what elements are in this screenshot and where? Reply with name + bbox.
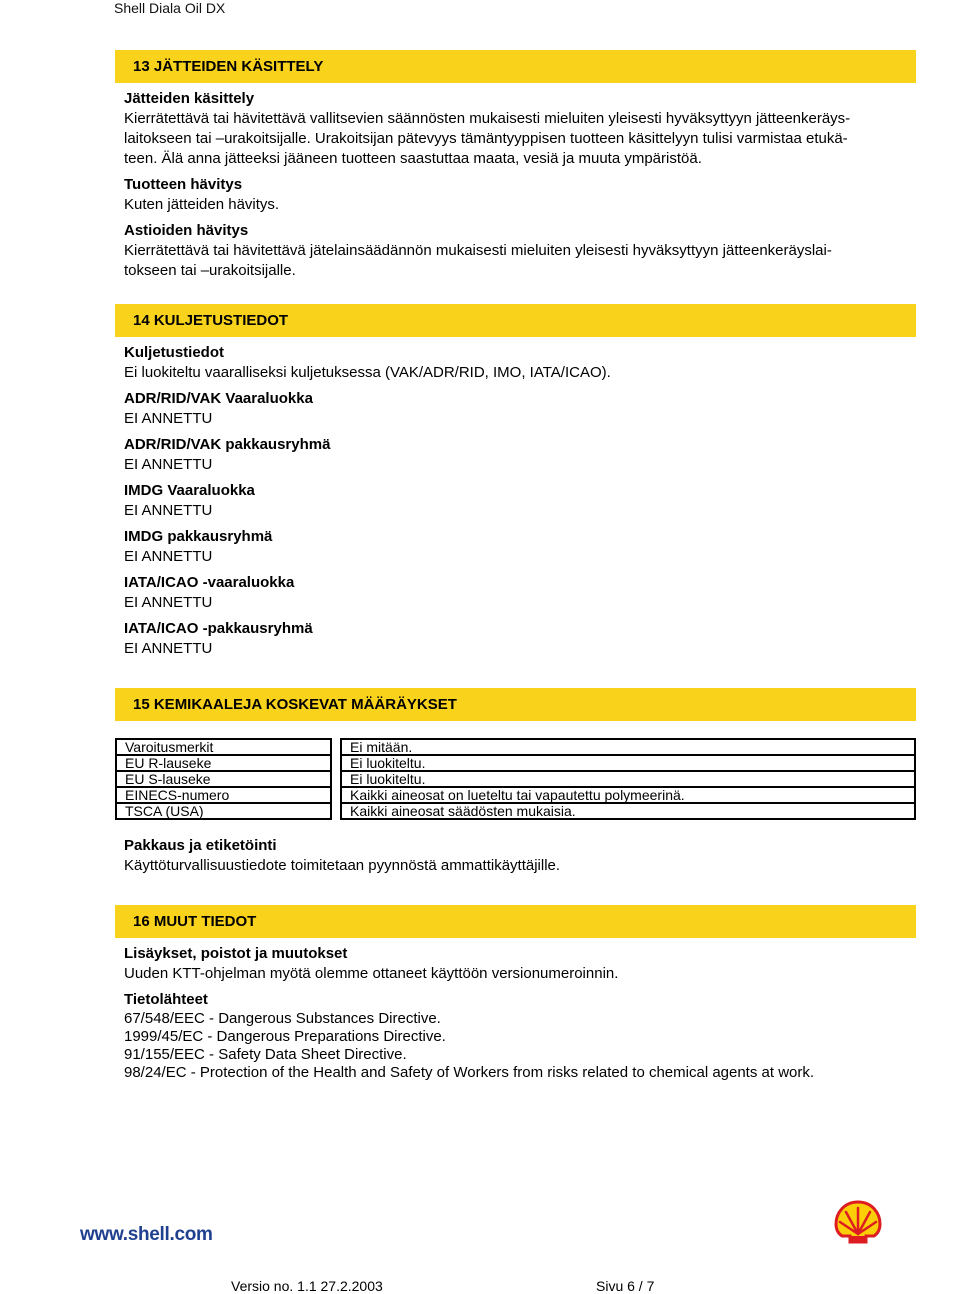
container-disposal-text-line1: Kierrätettävä tai hävitettävä jätelainsäädännön mukaisesti mieluiten yleisesti hyväksyttyyn jätteenkeräyslai- — [124, 242, 832, 259]
iata-class-value: EI ANNETTU — [124, 594, 213, 611]
changes-text: Uuden KTT-ohjelman myötä olemme ottaneet käyttöön versionumeroinnin. — [124, 965, 619, 982]
regulatory-key: EU S-lauseke — [116, 771, 331, 787]
imdg-class-value: EI ANNETTU — [124, 502, 213, 519]
section-13-body — [124, 89, 914, 281]
document-product-name: Shell Diala Oil DX — [114, 0, 226, 16]
adr-packing-group-value: EI ANNETTU — [124, 456, 213, 473]
page-number: Sivu 6 / 7 — [596, 1278, 655, 1294]
waste-handling-text-line3: teen. Älä anna jätteeksi jääneen tuotteen saastuttaa maata, vesiä ja muuta ympäristöä. — [124, 150, 702, 167]
packaging-text: Käyttöturvallisuustiedote toimitetaan pyynnöstä ammattikäyttäjille. — [124, 857, 561, 874]
table-row — [116, 803, 915, 819]
regulatory-value: Ei luokiteltu. — [341, 771, 915, 787]
version-info: Versio no. 1.1 27.2.2003 — [231, 1278, 383, 1294]
container-disposal-heading: Astioiden hävitys — [124, 222, 249, 239]
source-reference: 98/24/EC - Protection of the Health and Safety of Workers from risks related to chemical agents at work. — [124, 1064, 815, 1081]
transport-value: Ei luokiteltu vaaralliseksi kuljetuksessa (VAK/ADR/RID, IMO, IATA/ICAO). — [124, 364, 611, 381]
imdg-packing-group-heading: IMDG pakkausryhmä — [124, 528, 273, 545]
regulatory-value: Ei luokiteltu. — [341, 755, 915, 771]
source-reference: 91/155/EEC - Safety Data Sheet Directive. — [124, 1046, 407, 1063]
packaging-heading: Pakkaus ja etiketöinti — [124, 837, 277, 854]
sources-heading: Tietolähteet — [124, 991, 208, 1008]
regulatory-value: Ei mitään. — [341, 739, 915, 755]
regulatory-table — [115, 738, 916, 820]
section-16-body — [124, 944, 914, 1082]
shell-pecten-logo — [834, 1200, 882, 1246]
table-row — [116, 771, 915, 787]
regulatory-key: EINECS-numero — [116, 787, 331, 803]
waste-handling-heading: Jätteiden käsittely — [124, 90, 255, 107]
regulatory-value: Kaikki aineosat säädösten mukaisia. — [341, 803, 915, 819]
container-disposal-text-line2: tokseen tai –urakoitsijalle. — [124, 262, 296, 279]
section-15-body — [124, 836, 914, 876]
source-reference: 67/548/EEC - Dangerous Substances Directive. — [124, 1010, 441, 1027]
adr-class-heading: ADR/RID/VAK Vaaraluokka — [124, 390, 313, 407]
shell-website-link[interactable]: www.shell.com — [80, 1224, 213, 1245]
imdg-class-heading: IMDG Vaaraluokka — [124, 482, 255, 499]
imdg-packing-group-value: EI ANNETTU — [124, 548, 213, 565]
iata-class-heading: IATA/ICAO -vaaraluokka — [124, 574, 295, 591]
table-row — [116, 755, 915, 771]
regulatory-value: Kaikki aineosat on lueteltu tai vapautettu polymeerinä. — [341, 787, 915, 803]
product-disposal-heading: Tuotteen hävitys — [124, 176, 243, 193]
table-row — [116, 739, 915, 755]
changes-heading: Lisäykset, poistot ja muutokset — [124, 945, 348, 962]
regulatory-key: EU R-lauseke — [116, 755, 331, 771]
section-14-title: 14 KULJETUSTIEDOT — [115, 304, 916, 337]
waste-handling-text-line2: laitokseen tai –urakoitsijalle. Urakoitsijan pätevyys tämäntyyppisen tuotteen käsittelyyn tulisi varmistaa etukä- — [124, 130, 848, 147]
adr-packing-group-heading: ADR/RID/VAK pakkausryhmä — [124, 436, 331, 453]
adr-class-value: EI ANNETTU — [124, 410, 213, 427]
section-16-title: 16 MUUT TIEDOT — [115, 905, 916, 938]
transport-heading: Kuljetustiedot — [124, 344, 224, 361]
section-13-title: 13 JÄTTEIDEN KÄSITTELY — [115, 50, 916, 83]
product-disposal-text: Kuten jätteiden hävitys. — [124, 196, 280, 213]
section-15-title: 15 KEMIKAALEJA KOSKEVAT MÄÄRÄYKSET — [115, 688, 916, 721]
table-row — [116, 787, 915, 803]
regulatory-key: Varoitusmerkit — [116, 739, 331, 755]
regulatory-key: TSCA (USA) — [116, 803, 331, 819]
section-14-body — [124, 343, 914, 659]
waste-handling-text-line1: Kierrätettävä tai hävitettävä vallitsevien säännösten mukaisesti mieluiten yleisesti hyväksyttyyn jätteenkeräys- — [124, 110, 851, 127]
iata-packing-group-heading: IATA/ICAO -pakkausryhmä — [124, 620, 313, 637]
source-reference: 1999/45/EC - Dangerous Preparations Directive. — [124, 1028, 446, 1045]
iata-packing-group-value: EI ANNETTU — [124, 640, 213, 657]
